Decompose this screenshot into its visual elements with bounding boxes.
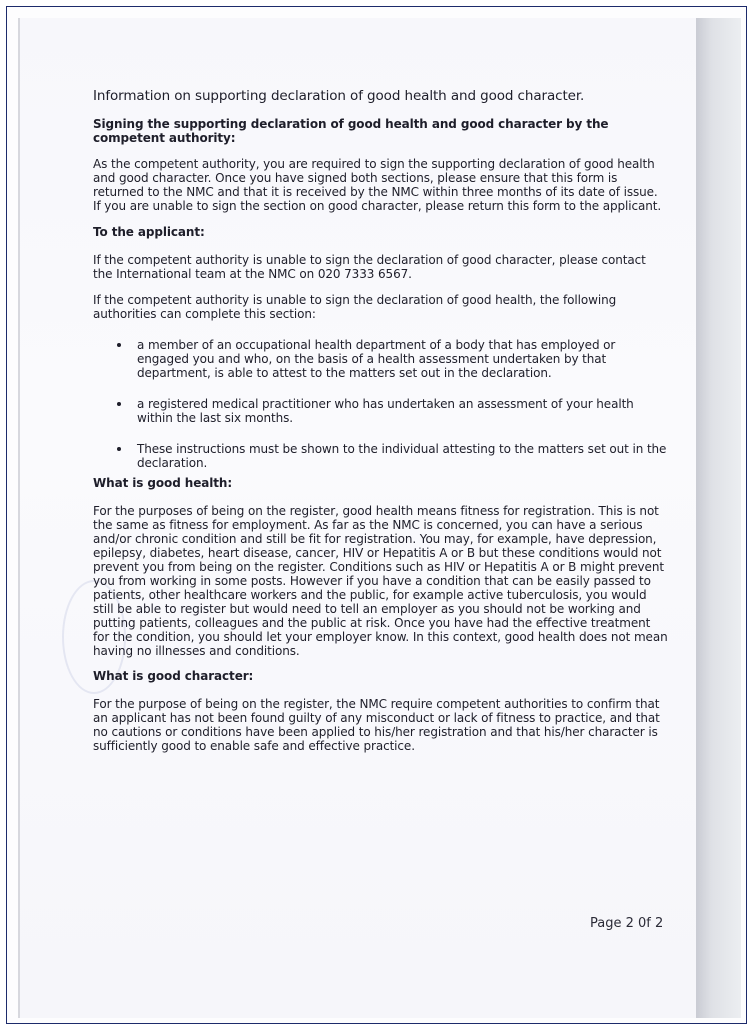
authority-list bbox=[93, 338, 668, 470]
heading-good-health: What is good health: bbox=[93, 476, 233, 490]
heading-signing: Signing the supporting declaration of good health and good character by the competent authority: bbox=[93, 117, 609, 145]
applicant-paragraph-2: If the competent authority is unable to sign the declaration of good health, the following authorities can complete this section: bbox=[93, 293, 617, 321]
page-right-shadow bbox=[696, 18, 741, 1018]
document-title: Information on supporting declaration of good health and good character. bbox=[93, 88, 585, 104]
heading-applicant: To the applicant: bbox=[93, 225, 205, 239]
page-number: Page 2 0f 2 bbox=[590, 916, 664, 931]
good-health-paragraph: For the purposes of being on the register, good health means fitness for registration. This is not the same as fitness for employment. As far as the NMC is concerned, you can have a serious and/or chronic condition and still be fit for registration. You may, for example, have depression, epilepsy, diabetes, heart disease, cancer, HIV or Hepatitis A or B but these conditions would not prevent you from being on the register. Conditions such as HIV or Hepatitis A or B might prevent you from working in some posts. However if you have a condition that can be easily passed to patients, other healthcare workers and the public, for example active tuberculosis, you would still be able to register but would need to tell an employer as you should not be working and putting patients, colleagues and the public at risk. Once you have had the effective treatment for the condition, you should let your employer know. In this context, good health does not mean having no illnesses and conditions. bbox=[93, 504, 668, 658]
applicant-paragraph-1: If the competent authority is unable to sign the declaration of good character, please contact the International team at the NMC on 020 7333 6567. bbox=[93, 253, 646, 281]
list-item: These instructions must be shown to the individual attesting to the matters set out in the declaration. bbox=[93, 442, 668, 470]
heading-good-character: What is good character: bbox=[93, 669, 254, 683]
signing-paragraph-2: If you are unable to sign the section on good character, please return this form to the applicant. bbox=[93, 199, 662, 213]
page-left-edge bbox=[18, 18, 20, 1018]
document-body bbox=[93, 88, 668, 753]
list-item: a member of an occupational health department of a body that has employed or engaged you and who, on the basis of a health assessment undertaken by that department, is able to attest to the matters set out in the declaration. bbox=[93, 338, 668, 380]
list-item: a registered medical practitioner who has undertaken an assessment of your health within the last six months. bbox=[93, 397, 668, 425]
signing-paragraph-1: As the competent authority, you are required to sign the supporting declaration of good health and good character. Once you have signed both sections, please ensure that this form is returned to the NMC and that it is received by the NMC within three months of its date of issue. bbox=[93, 157, 658, 199]
good-character-paragraph: For the purpose of being on the register, the NMC require competent authorities to confirm that an applicant has not been found guilty of any misconduct or lack of fitness to practice, and that no cautions or conditions have been applied to his/her registration and that his/her character is sufficiently good to enable safe and effective practice. bbox=[93, 697, 660, 753]
